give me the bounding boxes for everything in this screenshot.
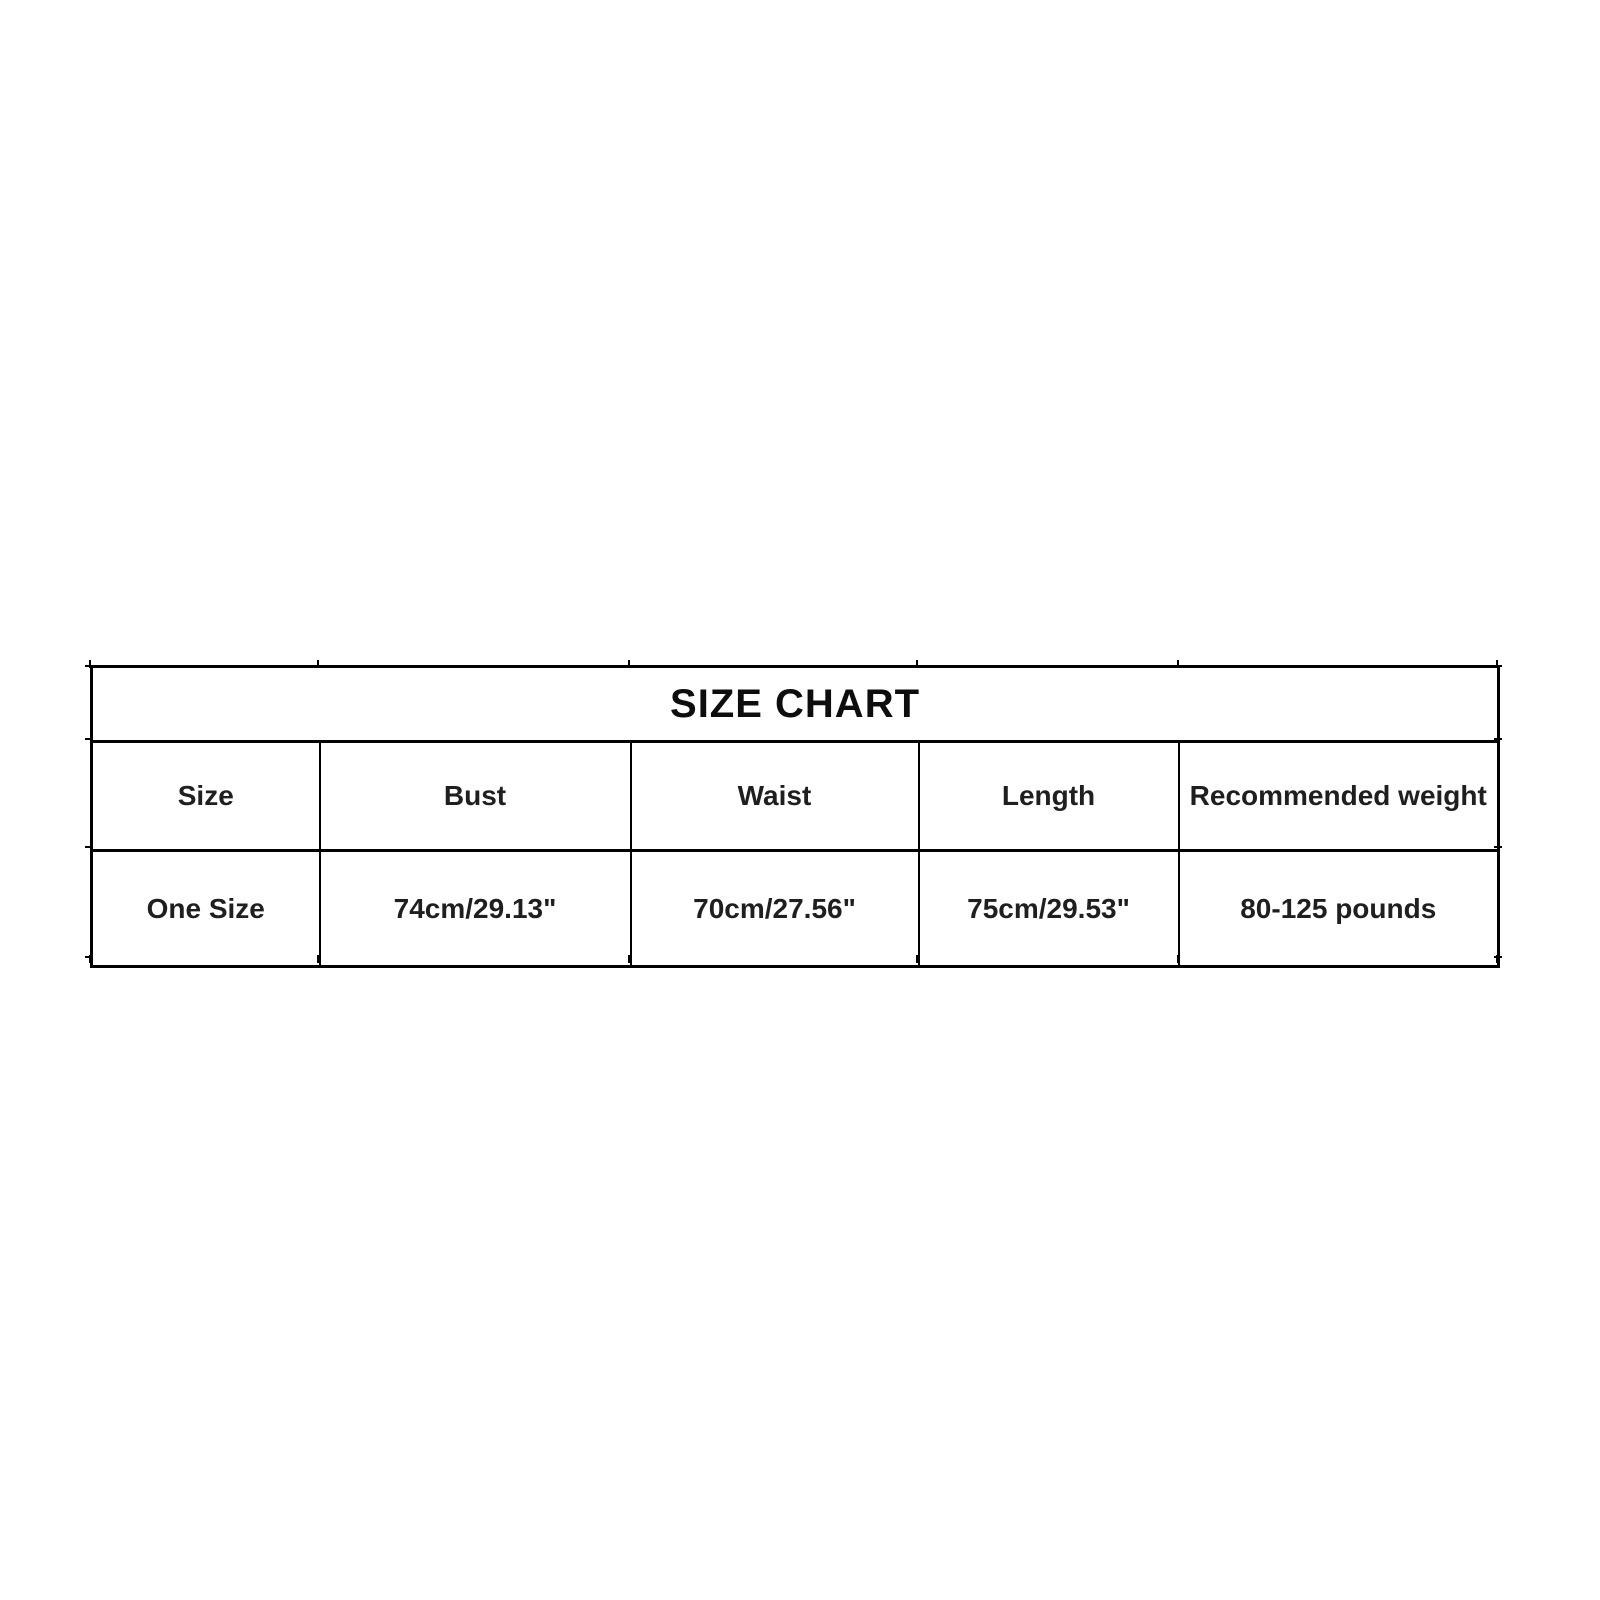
cell-bust-value: 74cm/29.13" xyxy=(320,851,631,967)
header-waist: Waist xyxy=(631,742,919,851)
table-title: SIZE CHART xyxy=(92,667,1499,742)
cell-waist-value: 70cm/27.56" xyxy=(631,851,919,967)
cell-size-value: One Size xyxy=(92,851,320,967)
cell-recommended-weight-value: 80-125 pounds xyxy=(1179,851,1499,967)
table-header-row xyxy=(92,742,1499,851)
size-chart xyxy=(90,665,1500,968)
header-length: Length xyxy=(919,742,1179,851)
table-data-row xyxy=(92,851,1499,967)
table-title-row xyxy=(92,667,1499,742)
header-bust: Bust xyxy=(320,742,631,851)
header-recommended-weight: Recommended weight xyxy=(1179,742,1499,851)
size-chart-table xyxy=(90,665,1497,968)
cell-length-value: 75cm/29.53" xyxy=(919,851,1179,967)
header-size: Size xyxy=(92,742,320,851)
